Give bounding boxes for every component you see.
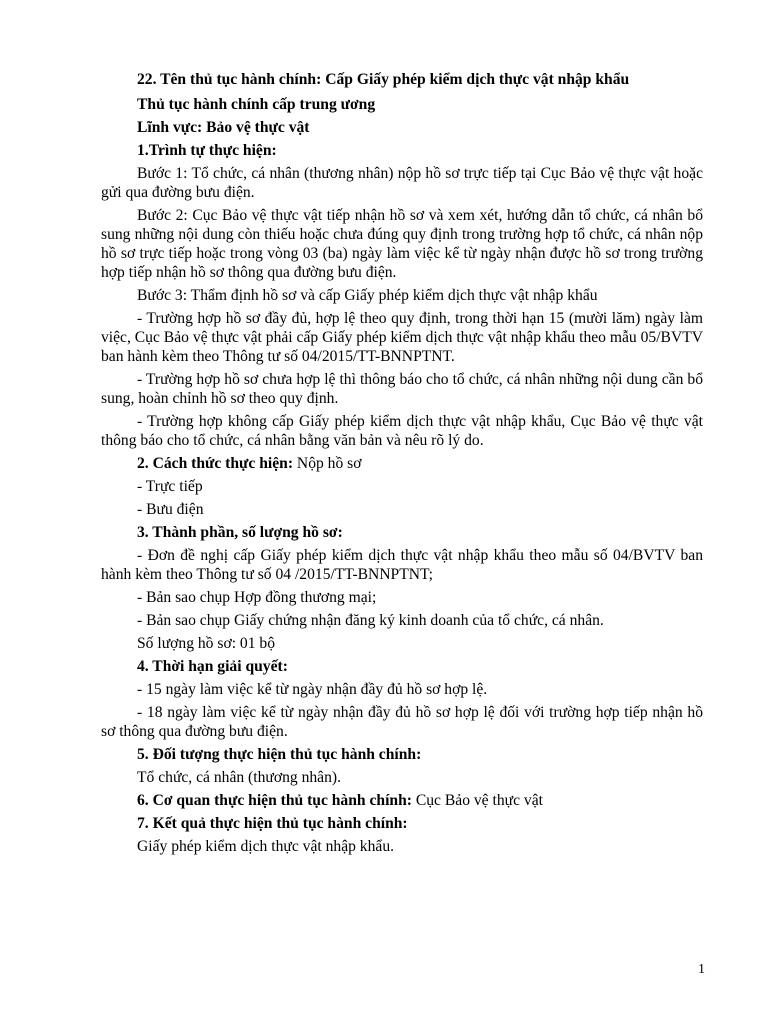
section-2-text: Nộp hồ sơ	[293, 455, 362, 472]
step-3: Bước 3: Thẩm định hồ sơ và cấp Giấy phép kiểm dịch thực vật nhập khẩu	[137, 287, 598, 304]
section-3-count: Số lượng hồ sơ: 01 bộ	[137, 635, 276, 652]
section-5-heading: 5. Đối tượng thực hiện thủ tục hành chính:	[137, 746, 422, 763]
step-3-case-rejected: - Trường hợp không cấp Giấy phép kiểm dịch thực vật nhập khẩu, Cục Bảo vệ thực vật thông báo cho tổ chức, cá nhân bằng văn bản và nêu rõ lý do.	[101, 413, 703, 449]
section-3-item-application: - Đơn đề nghị cấp Giấy phép kiểm dịch thực vật nhập khẩu theo mẫu số 04/BVTV ban hành kèm theo Thông tư số 04 /2015/TT-BNNPTNT;	[101, 547, 703, 583]
section-2-heading: 2. Cách thức thực hiện:	[137, 455, 294, 472]
section-4-item-direct: - 15 ngày làm việc kể từ ngày nhận đầy đủ hồ sơ hợp lệ.	[137, 681, 488, 698]
section-7-text: Giấy phép kiểm dịch thực vật nhập khẩu.	[137, 838, 395, 855]
page-number: 1	[698, 962, 705, 977]
document-title: 22. Tên thủ tục hành chính: Cấp Giấy phép kiểm dịch thực vật nhập khẩu	[137, 71, 630, 88]
step-1: Bước 1: Tổ chức, cá nhân (thương nhân) nộp hồ sơ trực tiếp tại Cục Bảo vệ thực vật hoặc gửi qua đường bưu điện.	[101, 165, 703, 201]
section-6-text: Cục Bảo vệ thực vật	[411, 792, 543, 809]
section-3-heading: 3. Thành phần, số lượng hồ sơ:	[137, 524, 343, 541]
step-3-case-invalid: - Trường hợp hồ sơ chưa hợp lệ thì thông báo cho tổ chức, cá nhân những nội dung cần bổ sung, hoàn chỉnh hồ sơ theo quy định.	[101, 371, 703, 407]
procedure-field: Lĩnh vực: Bảo vệ thực vật	[137, 119, 310, 136]
section-6	[101, 791, 703, 810]
section-2-item-post: - Bưu điện	[137, 501, 204, 518]
section-5-text: Tổ chức, cá nhân (thương nhân).	[137, 769, 341, 786]
step-3-case-valid: - Trường hợp hồ sơ đầy đủ, hợp lệ theo quy định, trong thời hạn 15 (mười lăm) ngày làm việc, Cục Bảo vệ thực vật phải cấp Giấy phép kiểm dịch thực vật nhập khẩu theo mẫu 05/BVTV ban hành kèm theo Thông tư số 04/2015/TT-BNNPTNT.	[101, 310, 703, 365]
section-3-item-certificate: - Bản sao chụp Giấy chứng nhận đăng ký kinh doanh của tổ chức, cá nhân.	[137, 612, 604, 629]
section-2-item-direct: - Trực tiếp	[137, 478, 203, 495]
procedure-level: Thủ tục hành chính cấp trung ương	[137, 96, 376, 113]
document-body	[101, 70, 703, 860]
section-4-heading: 4. Thời hạn giải quyết:	[137, 658, 288, 675]
section-7-heading: 7. Kết quả thực hiện thủ tục hành chính:	[137, 815, 408, 832]
section-4-item-post: - 18 ngày làm việc kể từ ngày nhận đầy đủ hồ sơ hợp lệ đối với trường hợp tiếp nhận hồ sơ thông qua đường bưu điện.	[101, 704, 703, 740]
section-3-item-contract: - Bản sao chụp Hợp đồng thương mại;	[137, 589, 377, 606]
section-2	[101, 454, 703, 473]
section-1-heading: 1.Trình tự thực hiện:	[137, 142, 277, 159]
step-2: Bước 2: Cục Bảo vệ thực vật tiếp nhận hồ sơ và xem xét, hướng dẫn tổ chức, cá nhân bổ sung những nội dung còn thiếu hoặc chưa đúng quy định trong trường hợp tổ chức, cá nhân nộp hồ sơ trực tiếp hoặc trong vòng 03 (ba) ngày làm việc kể từ ngày nhận được hồ sơ trong trường hợp tiếp nhận hồ sơ thông qua đường bưu điện.	[101, 207, 703, 281]
section-6-heading: 6. Cơ quan thực hiện thủ tục hành chính:	[137, 792, 412, 809]
